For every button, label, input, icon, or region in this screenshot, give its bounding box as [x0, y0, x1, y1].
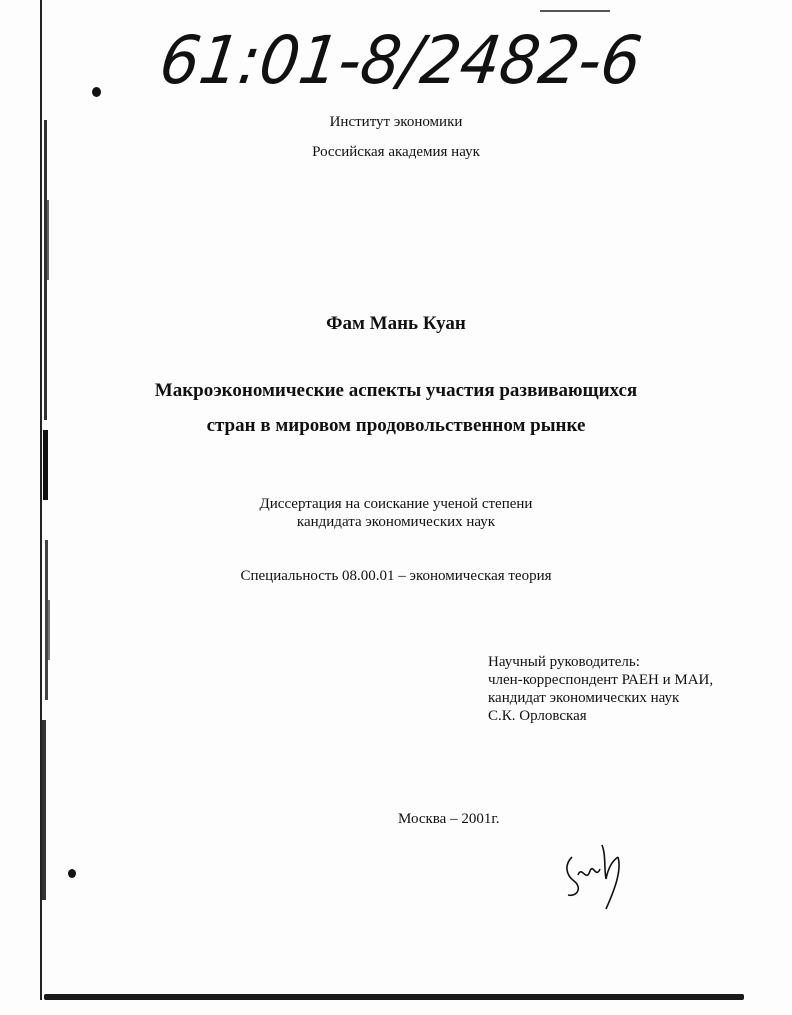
supervisor-position: член-корреспондент РАЕН и МАИ,	[488, 672, 714, 688]
svg-text:61:01-8/2482-6: 61:01-8/2482-6	[160, 21, 660, 99]
punch-hole-mark	[92, 87, 101, 97]
institution-line-2: Российская академия наук	[312, 144, 480, 160]
degree-line-2: кандидата экономических наук	[296, 514, 496, 530]
supervisor-degree: кандидат экономических наук	[488, 690, 680, 706]
handwritten-signature	[560, 835, 630, 915]
handwritten-archive-code	[160, 8, 660, 113]
author-name: Фам Мань Куан	[326, 313, 466, 334]
dissertation-title-line-1: Макроэкономические аспекты участия развивающихся	[154, 380, 638, 401]
supervisor-label: Научный руководитель:	[488, 654, 640, 670]
punch-hole-mark	[68, 869, 76, 878]
specialty: Специальность 08.00.01 – экономическая теория	[240, 568, 552, 584]
dissertation-title-line-2: стран в мировом продовольственном рынке	[206, 415, 586, 436]
institution-line-1: Институт экономики	[329, 114, 463, 130]
city-year: Москва – 2001г.	[398, 811, 500, 827]
supervisor-name: С.К. Орловская	[488, 708, 587, 724]
supervisor-block	[488, 653, 713, 725]
scan-edge-bottom	[44, 994, 744, 1000]
degree-line-1: Диссертация на соискание ученой степени	[259, 496, 533, 512]
